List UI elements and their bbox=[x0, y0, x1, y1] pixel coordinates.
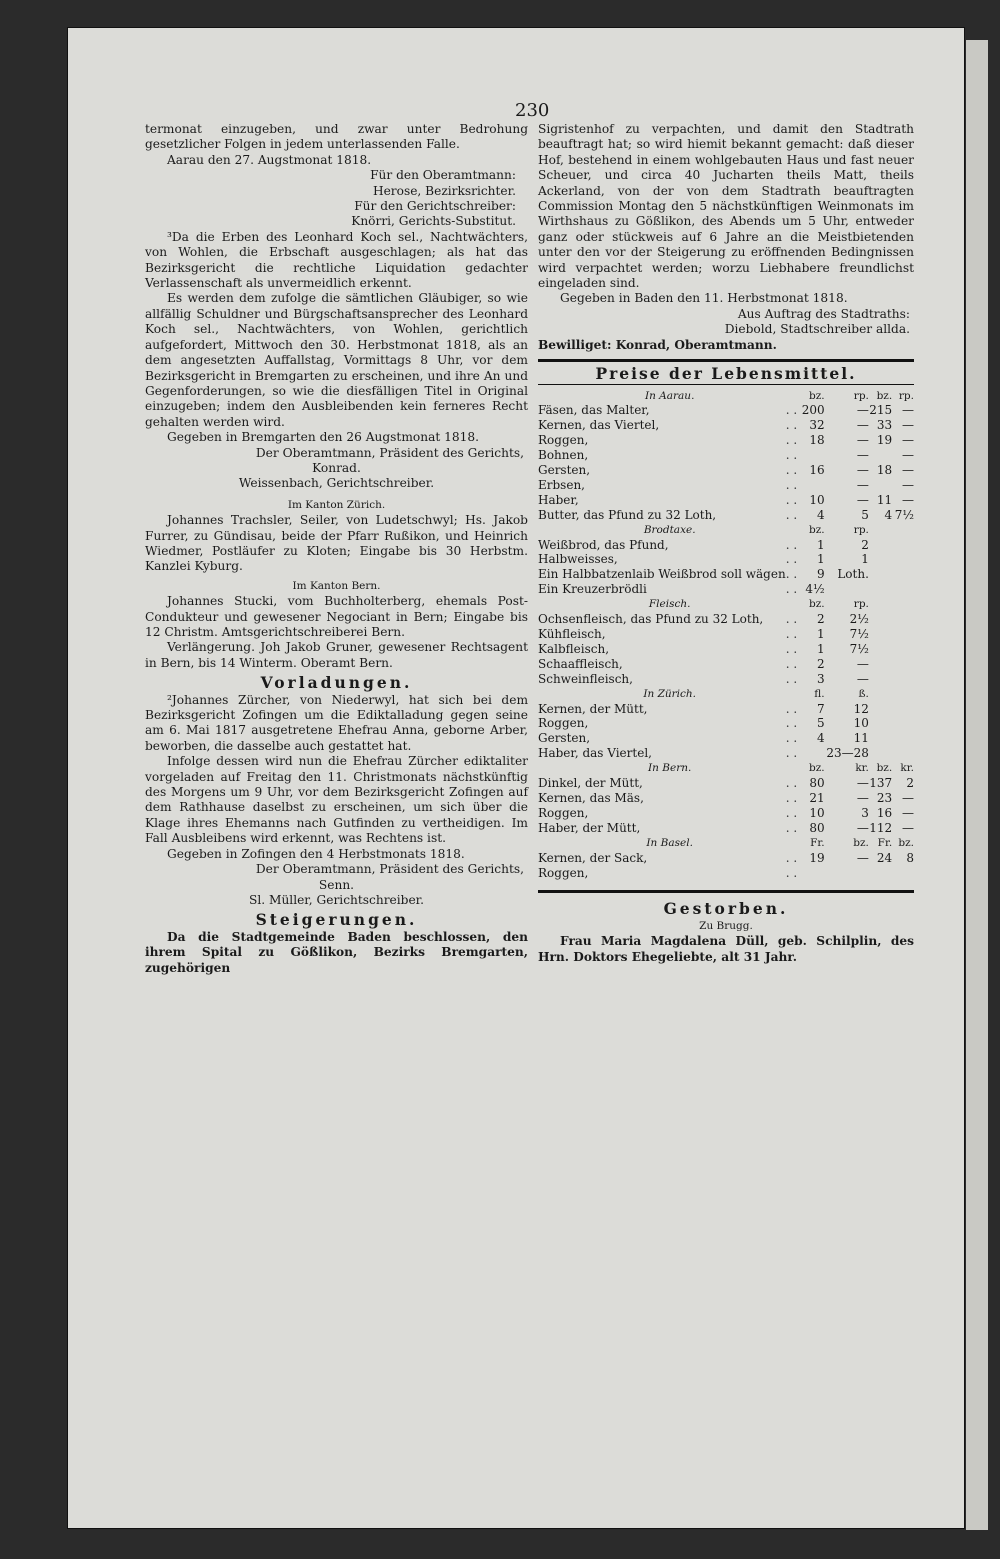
price-value: — bbox=[902, 477, 914, 492]
signature-line: Aus Auftrag des Stadtraths: bbox=[737, 306, 910, 321]
price-value: — bbox=[902, 418, 914, 433]
empty-cell bbox=[869, 716, 892, 731]
divider bbox=[538, 359, 914, 362]
price-value: 200 bbox=[801, 403, 825, 418]
price-section-head bbox=[538, 836, 914, 851]
empty-cell bbox=[869, 672, 892, 687]
unit-label: rp. bbox=[853, 598, 869, 611]
section-heading: Vorladungen. bbox=[260, 673, 413, 693]
table-row bbox=[538, 538, 914, 553]
table-row bbox=[538, 478, 914, 493]
leader-dots: . . bbox=[785, 418, 798, 433]
empty-cell bbox=[869, 731, 892, 746]
price-item-label: Gersten, bbox=[538, 463, 591, 478]
leader-dots: . . bbox=[785, 448, 798, 463]
leader-dots: . . bbox=[785, 746, 798, 761]
leader-dots: . . bbox=[785, 612, 798, 627]
empty-cell bbox=[869, 746, 892, 761]
divider bbox=[538, 890, 914, 893]
empty-cell bbox=[869, 523, 892, 538]
empty-cell bbox=[894, 731, 914, 746]
price-value: — bbox=[902, 403, 914, 418]
empty-cell bbox=[869, 567, 892, 582]
leader-dots: . . bbox=[785, 403, 798, 418]
price-value: 1 bbox=[817, 537, 825, 552]
price-item-label: Bohnen, bbox=[538, 448, 589, 463]
empty-cell bbox=[894, 702, 914, 717]
price-item-label: Ochsenfleisch, das Pfund zu 32 Loth, bbox=[538, 612, 764, 627]
table-row bbox=[538, 776, 914, 791]
price-item-label: Schweinfleisch, bbox=[538, 671, 633, 686]
divider bbox=[538, 384, 914, 385]
price-value: 18 bbox=[876, 463, 893, 478]
page-number: 230 bbox=[515, 100, 550, 121]
price-value: 112 bbox=[869, 820, 893, 835]
unit-label: rp. bbox=[898, 389, 914, 402]
price-value: 80 bbox=[809, 776, 825, 791]
price-item-label: Haber, das Viertel, bbox=[538, 746, 652, 761]
price-item-label: Dinkel, der Mütt, bbox=[538, 776, 643, 791]
section-subhead: Im Kanton Zürich. bbox=[287, 498, 386, 511]
price-value: 3 bbox=[861, 805, 869, 820]
price-value: 7 bbox=[817, 701, 825, 716]
empty-cell bbox=[894, 567, 914, 582]
notice-text: ²Johannes Zürcher, von Niederwyl, hat sich bei dem Bezirksgericht Zofingen um die Ediktalladung gegen seine am 6. Mai 1817 ausgetretene Ehefrau Anna, geborne Arber, beworben, die dasselbe auch gestattet hat. bbox=[145, 692, 528, 753]
price-value: 2 bbox=[817, 612, 825, 627]
leader-dots: . . bbox=[785, 537, 798, 552]
table-row bbox=[538, 806, 914, 821]
price-value: 4 bbox=[817, 507, 825, 522]
price-value: 10 bbox=[853, 716, 869, 731]
price-value: 16 bbox=[809, 463, 825, 478]
table-row bbox=[538, 702, 914, 717]
leader-dots: . . bbox=[785, 507, 798, 522]
notice-text: Verlängerung. Joh Jakob Gruner, gewesener Rechtsagent in Bern, bis 14 Winterm. Oberamt Bern. bbox=[145, 640, 528, 670]
empty-cell bbox=[894, 657, 914, 672]
price-value: — bbox=[902, 805, 914, 820]
price-value: 80 bbox=[809, 820, 825, 835]
price-value: 2 bbox=[817, 656, 825, 671]
price-value: 7½ bbox=[894, 507, 914, 522]
notice-text: Sigristenhof zu verpachten, und damit den Stadtrath beauftragt hat; so wird hiemit bekannt gemacht: daß dieser Hof, bestehend in einem wohlgebauten Haus und fast neuer Scheuer, und circa 40 Jucharten theils Matt, theils Ackerland, von der von dem Stadtrath beauftragten Commission Montag den 5 nächstkünftigen Weinmonats im Wirthshaus zu Gößlikon, des Abends um 5 Uhr, entweder ganz oder stückweis auf 6 Jahre an die Meistbietenden unter den vor der Steigerung zu eröffnenden Bedingnissen wird verpachtet werden; worzu Liebhabere freundlichst eingeladen sind. bbox=[538, 122, 914, 291]
empty-cell bbox=[894, 642, 914, 657]
empty-cell bbox=[894, 523, 914, 538]
notice-date: Gegeben in Bremgarten den 26 Augstmonat 1818. bbox=[167, 430, 479, 445]
unit-label: bz. bbox=[853, 836, 869, 849]
price-value: — bbox=[856, 448, 869, 463]
price-value: 12 bbox=[853, 701, 869, 716]
price-value: 32 bbox=[809, 418, 825, 433]
price-value bbox=[801, 746, 824, 761]
price-value: 18 bbox=[809, 433, 825, 448]
empty-cell bbox=[869, 627, 892, 642]
unit-label: Fr. bbox=[810, 836, 825, 849]
empty-cell bbox=[894, 716, 914, 731]
price-value bbox=[869, 866, 892, 881]
empty-cell bbox=[894, 627, 914, 642]
price-item-label: Kernen, das Viertel, bbox=[538, 418, 660, 433]
price-section-label: Fleisch. bbox=[648, 598, 691, 611]
empty-cell bbox=[869, 552, 892, 567]
leader-dots: . . bbox=[785, 790, 798, 805]
unit-label: rp. bbox=[853, 523, 869, 536]
price-section-head bbox=[538, 761, 914, 776]
table-row bbox=[538, 418, 914, 433]
unit-label: bz. bbox=[809, 389, 825, 402]
signature-line: Senn. bbox=[318, 877, 355, 892]
price-value: 1 bbox=[817, 627, 825, 641]
empty-cell bbox=[869, 538, 892, 553]
leader-dots: . . bbox=[785, 433, 798, 448]
leader-dots: . . bbox=[785, 776, 798, 791]
unit-label: bz. bbox=[898, 836, 914, 849]
price-value: — bbox=[902, 820, 914, 835]
price-value: 2½ bbox=[849, 612, 869, 627]
notice-text: Es werden dem zufolge die sämtlichen Gläubiger, so wie allfällig Schuldner und Bürgschaftsansprecher des Leonhard Koch sel., Nachtwächters, von Wohlen, gerichtlich aufgefordert, Mittwoch den 30. Herbstmonat 1818, als an dem angesetzten Auffallstag, Vormittags 8 Uhr, vor dem Bezirksgericht in Bremgarten zu erscheinen, und ihre An und Gegenforderungen, so wie die diesfälligen Titel in Original einzugeben; indem den Ausbleibenden kein ferneres Recht gehalten werden wird. bbox=[145, 291, 528, 429]
price-value: 19 bbox=[809, 850, 825, 865]
empty-cell bbox=[869, 612, 892, 627]
table-row bbox=[538, 493, 914, 508]
price-item-label: Butter, das Pfund zu 32 Loth, bbox=[538, 507, 717, 522]
price-value bbox=[801, 866, 824, 881]
price-value: — bbox=[856, 418, 869, 433]
price-value: — bbox=[856, 790, 869, 805]
table-row bbox=[538, 582, 914, 597]
price-value: Loth. bbox=[837, 567, 869, 582]
unit-label: kr. bbox=[855, 762, 869, 775]
price-value: 19 bbox=[876, 433, 893, 448]
price-item-label: Halbweisses, bbox=[538, 552, 618, 567]
price-item-label: Kalbfleisch, bbox=[538, 641, 610, 656]
signature-line: Sl. Müller, Gerichtschreiber. bbox=[248, 892, 425, 907]
notice-text: termonat einzugeben, und zwar unter Bedrohung gesetzlicher Folgen in jedem unterlassenden Falle. bbox=[145, 122, 528, 152]
signature-line: Diebold, Stadtschreiber allda. bbox=[724, 322, 910, 337]
price-value: 9 bbox=[817, 567, 825, 582]
leader-dots: . . bbox=[785, 582, 798, 597]
notice-text: Infolge dessen wird nun die Ehefrau Zürcher ediktaliter vorgeladen auf Freitag den 11. Christmonats nächstkünftig des Morgens um 9 Uhr, vor dem Bezirksgericht Zofingen auf dem Rathhause daselbst zu erscheinen, um sich über die Klage ihres Ehemanns nach Gutfinden zu vertheidigen. Im Fall Ausbleibens wird erkennt, was Rechtens ist. bbox=[145, 754, 528, 846]
unit-label: rp. bbox=[853, 389, 869, 402]
notice-date: Gegeben in Zofingen den 4 Herbstmonats 1818. bbox=[167, 846, 465, 861]
price-section-label: Brodtaxe. bbox=[643, 523, 696, 536]
section-subhead: Zu Brugg. bbox=[699, 919, 753, 932]
leader-dots: . . bbox=[785, 820, 798, 835]
signature-line: Der Oberamtmann, Präsident des Gerichts, bbox=[255, 445, 524, 460]
table-row bbox=[538, 731, 914, 746]
price-value: — bbox=[902, 463, 914, 478]
empty-cell bbox=[894, 538, 914, 553]
unit-label: bz. bbox=[809, 598, 825, 611]
unit-label: kr. bbox=[900, 762, 914, 775]
empty-cell bbox=[869, 702, 892, 717]
price-item-label: Roggen, bbox=[538, 716, 589, 731]
table-row bbox=[538, 791, 914, 806]
table-row bbox=[538, 403, 914, 418]
section-heading: Steigerungen. bbox=[255, 910, 418, 930]
unit-label: bz. bbox=[876, 389, 893, 402]
signature-line: Bewilliget: Konrad, Oberamtmann. bbox=[538, 337, 777, 352]
table-row bbox=[538, 851, 914, 866]
price-value: — bbox=[856, 477, 869, 492]
price-value: 16 bbox=[876, 805, 893, 820]
price-item-label: Weißbrod, das Pfund, bbox=[538, 537, 669, 552]
table-row bbox=[538, 463, 914, 478]
price-item-label: Roggen, bbox=[538, 433, 589, 448]
empty-cell bbox=[869, 657, 892, 672]
signature-line: Herose, Bezirksrichter. bbox=[372, 183, 516, 198]
notice-text: ³Da die Erben des Leonhard Koch sel., Nachtwächters, von Wohlen, die Erbschaft ausgeschlagen; als hat das Bezirksgericht die rechtliche Liquidation gedachter Verlassenschaft als unvermeidlich erkennt. bbox=[145, 229, 528, 291]
unit-label: bz. bbox=[876, 762, 893, 775]
price-value: 24 bbox=[876, 850, 893, 865]
table-row bbox=[538, 433, 914, 448]
price-section-head bbox=[538, 389, 914, 404]
leader-dots: . . bbox=[785, 865, 798, 880]
price-item-label: Roggen, bbox=[538, 805, 589, 820]
price-value: 4 bbox=[817, 731, 825, 746]
unit-label: ß. bbox=[858, 687, 869, 700]
left-column bbox=[145, 122, 528, 976]
table-row bbox=[538, 508, 914, 523]
leader-dots: . . bbox=[785, 641, 798, 656]
price-value: — bbox=[856, 433, 869, 448]
price-value bbox=[869, 448, 892, 463]
price-value: — bbox=[856, 656, 869, 671]
leader-dots: . . bbox=[785, 492, 798, 507]
price-item-label: Ein Halbbatzenlaib Weißbrod soll wägen bbox=[538, 567, 786, 582]
empty-cell bbox=[894, 672, 914, 687]
price-value: 4½ bbox=[805, 582, 825, 597]
price-value: 11 bbox=[876, 492, 893, 507]
price-value: — bbox=[856, 776, 869, 791]
price-value: 10 bbox=[809, 805, 825, 820]
price-item-label: Roggen, bbox=[538, 865, 589, 880]
price-value bbox=[801, 448, 824, 463]
price-value: — bbox=[856, 403, 869, 418]
table-row bbox=[538, 672, 914, 687]
prices-title: Preise der Lebensmittel. bbox=[595, 364, 857, 384]
price-value: — bbox=[902, 448, 914, 463]
price-value: 1 bbox=[861, 552, 869, 567]
table-row bbox=[538, 657, 914, 672]
price-value: 11 bbox=[853, 731, 869, 746]
price-item-label: Kernen, das Mäs, bbox=[538, 790, 644, 805]
price-section-head bbox=[538, 523, 914, 538]
price-value: 1 bbox=[817, 552, 825, 567]
table-row bbox=[538, 448, 914, 463]
table-row bbox=[538, 552, 914, 567]
price-section-label: In Zürich. bbox=[643, 687, 697, 700]
price-item-label: Erbsen, bbox=[538, 477, 585, 492]
table-row bbox=[538, 612, 914, 627]
price-item-label: Kühfleisch, bbox=[538, 627, 606, 641]
price-value: 5 bbox=[817, 716, 825, 731]
unit-label: fl. bbox=[814, 687, 825, 700]
leader-dots: . . bbox=[785, 627, 798, 641]
leader-dots: . . bbox=[785, 552, 798, 567]
table-row bbox=[538, 642, 914, 657]
price-value: — bbox=[902, 433, 914, 448]
leader-dots: . . bbox=[785, 463, 798, 478]
price-table bbox=[538, 389, 914, 881]
leader-dots: . . bbox=[785, 805, 798, 820]
price-section-label: In Basel. bbox=[646, 836, 693, 849]
signature-line: Für den Gerichtschreiber: bbox=[354, 199, 516, 214]
price-value: 8 bbox=[906, 850, 914, 865]
table-row bbox=[538, 627, 914, 642]
empty-cell bbox=[894, 552, 914, 567]
price-value: 7½ bbox=[849, 641, 869, 656]
empty-cell bbox=[894, 597, 914, 612]
leader-dots: . . bbox=[785, 716, 798, 731]
signature-line: Für den Oberamtmann: bbox=[370, 168, 516, 183]
price-value: 23 bbox=[876, 790, 893, 805]
price-value: 137 bbox=[869, 776, 893, 791]
table-row bbox=[538, 716, 914, 731]
empty-cell bbox=[894, 582, 914, 597]
price-section-head bbox=[538, 687, 914, 702]
price-section-head bbox=[538, 597, 914, 612]
death-notice: Frau Maria Magdalena Düll, geb. Schilplin, des Hrn. Doktors Ehegeliebte, alt 31 Jahr. bbox=[538, 934, 914, 964]
section-subhead: Im Kanton Bern. bbox=[292, 579, 381, 592]
price-item-label: Haber, der Mütt, bbox=[538, 820, 641, 835]
price-value: — bbox=[856, 850, 869, 865]
price-value: 3 bbox=[817, 671, 825, 686]
signature-line: Weissenbach, Gerichtschreiber. bbox=[238, 476, 435, 491]
price-value: 10 bbox=[809, 492, 825, 507]
price-item-label: Fäsen, das Malter, bbox=[538, 403, 650, 418]
leader-dots: . . bbox=[785, 850, 798, 865]
price-item-label: Kernen, der Sack, bbox=[538, 850, 648, 865]
next-page-edge bbox=[966, 40, 988, 1530]
empty-cell bbox=[894, 612, 914, 627]
empty-cell bbox=[869, 597, 892, 612]
price-value: — bbox=[856, 492, 869, 507]
unit-label: Fr. bbox=[877, 836, 893, 849]
signature-line: Konrad. bbox=[312, 460, 361, 475]
price-value: — bbox=[856, 463, 869, 478]
price-value: 215 bbox=[869, 403, 893, 418]
table-row bbox=[538, 821, 914, 836]
unit-label: bz. bbox=[809, 523, 825, 536]
price-value: 23—28 bbox=[826, 746, 869, 761]
price-value: 21 bbox=[809, 790, 825, 805]
price-value bbox=[869, 478, 892, 493]
unit-label: bz. bbox=[809, 762, 825, 775]
price-value bbox=[801, 478, 824, 493]
table-row bbox=[538, 567, 914, 582]
empty-cell bbox=[869, 642, 892, 657]
notice-text: Johannes Trachsler, Seiler, von Ludetschwyl; Hs. Jakob Furrer, zu Gündisau, beide der Pfarr Rußikon, und Heinrich Wiedmer, Postläufer zu Kloten; Eingabe bis 30 Herbstm. Kanzlei Kyburg. bbox=[145, 513, 528, 574]
leader-dots: . . bbox=[785, 671, 798, 686]
price-value bbox=[826, 582, 869, 597]
right-column bbox=[538, 122, 914, 965]
notice-date: Aarau den 27. Augstmonat 1818. bbox=[167, 152, 372, 167]
price-item-label: Gersten, bbox=[538, 731, 591, 746]
price-item-label: Kernen, der Mütt, bbox=[538, 701, 648, 716]
section-heading: Gestorben. bbox=[663, 899, 789, 919]
price-section-label: In Bern. bbox=[648, 762, 692, 775]
leader-dots: . . bbox=[785, 477, 798, 492]
empty-cell bbox=[894, 746, 914, 761]
table-row bbox=[538, 866, 914, 881]
notice-date: Gegeben in Baden den 11. Herbstmonat 1818. bbox=[560, 291, 848, 306]
table-row bbox=[538, 746, 914, 761]
price-item-label: Ein Kreuzerbrödli bbox=[538, 582, 647, 597]
price-section-label: In Aarau. bbox=[644, 389, 695, 402]
price-value: — bbox=[902, 790, 914, 805]
notice-text: Da die Stadtgemeinde Baden beschlossen, den ihrem Spital zu Gößlikon, Bezirks Bremgarten, zugehörigen bbox=[145, 929, 528, 975]
empty-cell bbox=[894, 687, 914, 702]
price-value: 5 bbox=[861, 507, 869, 522]
leader-dots: . . bbox=[785, 656, 798, 671]
price-value bbox=[894, 866, 914, 881]
leader-dots: . . bbox=[785, 567, 798, 582]
leader-dots: . . bbox=[785, 701, 798, 716]
price-value: 7½ bbox=[849, 627, 869, 641]
price-value: — bbox=[856, 671, 869, 686]
price-value: — bbox=[856, 820, 869, 835]
price-value: — bbox=[902, 492, 914, 507]
price-value: 33 bbox=[876, 418, 893, 433]
price-item-label: Schaaffleisch, bbox=[538, 656, 623, 671]
price-value: 2 bbox=[906, 776, 914, 791]
signature-line: Knörri, Gerichts-Substitut. bbox=[351, 214, 516, 229]
empty-cell bbox=[869, 582, 892, 597]
notice-text: Johannes Stucki, vom Buchholterberg, ehemals Post-Condukteur und gewesener Negociant in Bern; Eingabe bis 12 Christm. Amtsgerichtschreiberei Bern. bbox=[145, 594, 528, 639]
price-value bbox=[826, 866, 869, 881]
price-value: 2 bbox=[861, 537, 869, 552]
empty-cell bbox=[869, 687, 892, 702]
price-value: 1 bbox=[817, 641, 825, 656]
signature-line: Der Oberamtmann, Präsident des Gerichts, bbox=[255, 862, 524, 877]
leader-dots: . . bbox=[785, 731, 798, 746]
price-item-label: Haber, bbox=[538, 492, 579, 507]
price-value: 4 bbox=[884, 507, 893, 522]
